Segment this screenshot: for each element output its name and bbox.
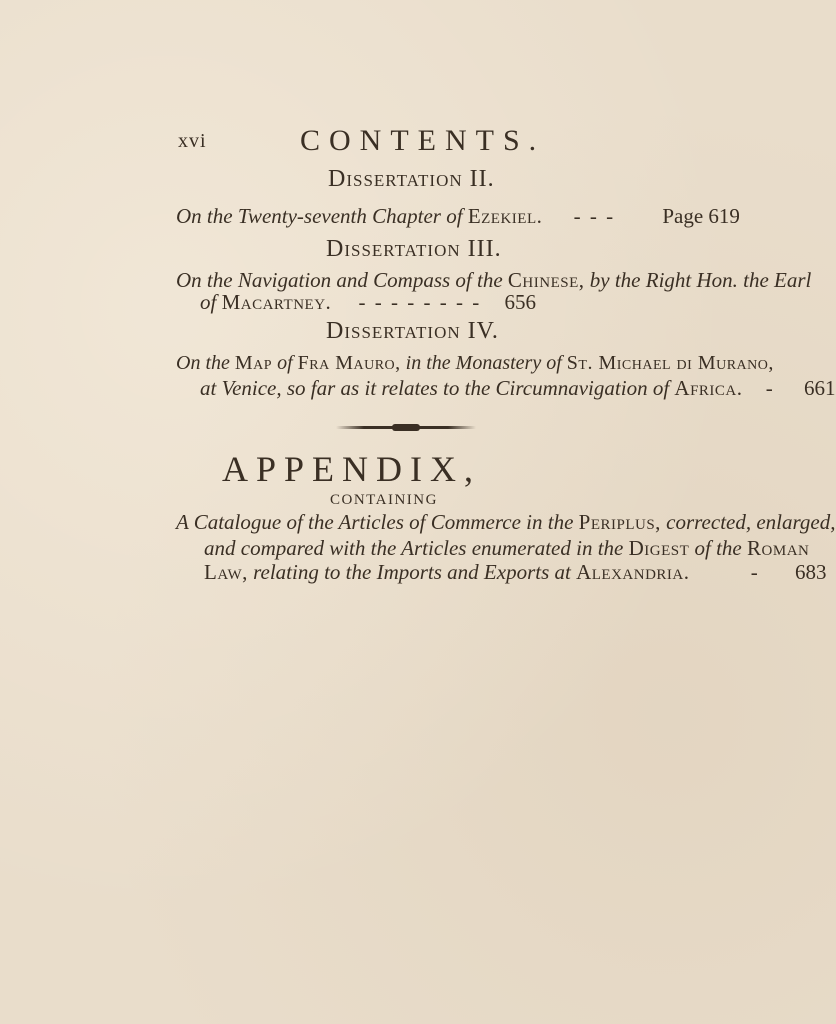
appendix-entry-line-3	[204, 560, 827, 585]
entry-text: of	[200, 290, 217, 314]
entry-name: Ezekiel.	[467, 204, 543, 228]
leader-dashes: - - -	[573, 204, 616, 228]
entry-name: Africa.	[674, 376, 743, 400]
dissertation-2-entry	[176, 204, 740, 229]
entry-name: Periplus,	[578, 510, 661, 534]
leader-dashes: - - - - - - - -	[358, 290, 482, 314]
dissertation-4-entry-line-1	[176, 352, 774, 375]
entry-name: Alexandria.	[576, 560, 690, 584]
page-ref: 656	[504, 290, 536, 314]
page-ref: Page 619	[662, 204, 740, 228]
entry-text: of	[277, 352, 293, 374]
dissertation-3-entry-line-2	[200, 290, 536, 315]
entry-text: On the Navigation and Compass of the	[176, 268, 503, 292]
entry-text: corrected, enlarged,	[666, 510, 836, 534]
entry-name: Macartney.	[221, 290, 332, 314]
appendix-entry-line-1	[176, 510, 835, 535]
leader-dashes: -	[765, 376, 775, 400]
ornamental-rule	[336, 426, 476, 429]
appendix-entry-line-2	[204, 536, 809, 561]
entry-name: Chinese,	[507, 268, 585, 292]
entry-text: relating to the Imports and Exports at	[253, 560, 571, 584]
entry-name: St. Michael di Murano,	[566, 352, 774, 374]
entry-text: in the Monastery of	[405, 352, 562, 374]
entry-name: Roman	[747, 536, 810, 560]
page-ref: 661	[804, 376, 836, 400]
entry-text: at Venice, so far as it relates to the Circumnavigation of	[200, 376, 670, 400]
dissertation-2-heading: Dissertation II.	[328, 166, 495, 192]
appendix-heading: APPENDIX,	[222, 449, 482, 489]
containing-label: CONTAINING	[330, 492, 438, 508]
entry-text: by the Right Hon. the Earl	[589, 268, 812, 292]
page-title: CONTENTS.	[300, 124, 546, 157]
entry-name: Digest	[628, 536, 690, 560]
entry-name: Map	[234, 352, 273, 374]
entry-text: of the	[694, 536, 742, 560]
entry-text: and compared with the Articles enumerated in the	[204, 536, 624, 560]
leader-dashes: -	[750, 560, 760, 584]
page-number: xvi	[178, 130, 207, 152]
entry-text: On the	[176, 352, 230, 374]
entry-text: A Catalogue of the Articles of Commerce in the	[176, 510, 574, 534]
entry-name: Fra Mauro,	[297, 352, 401, 374]
page-ref: 683	[795, 560, 827, 584]
dissertation-4-entry-line-2	[200, 376, 836, 401]
entry-text: On the Twenty-seventh Chapter of	[176, 204, 463, 228]
dissertation-4-heading: Dissertation IV.	[326, 318, 499, 344]
dissertation-3-heading: Dissertation III.	[326, 236, 502, 262]
entry-name: Law,	[204, 560, 248, 584]
